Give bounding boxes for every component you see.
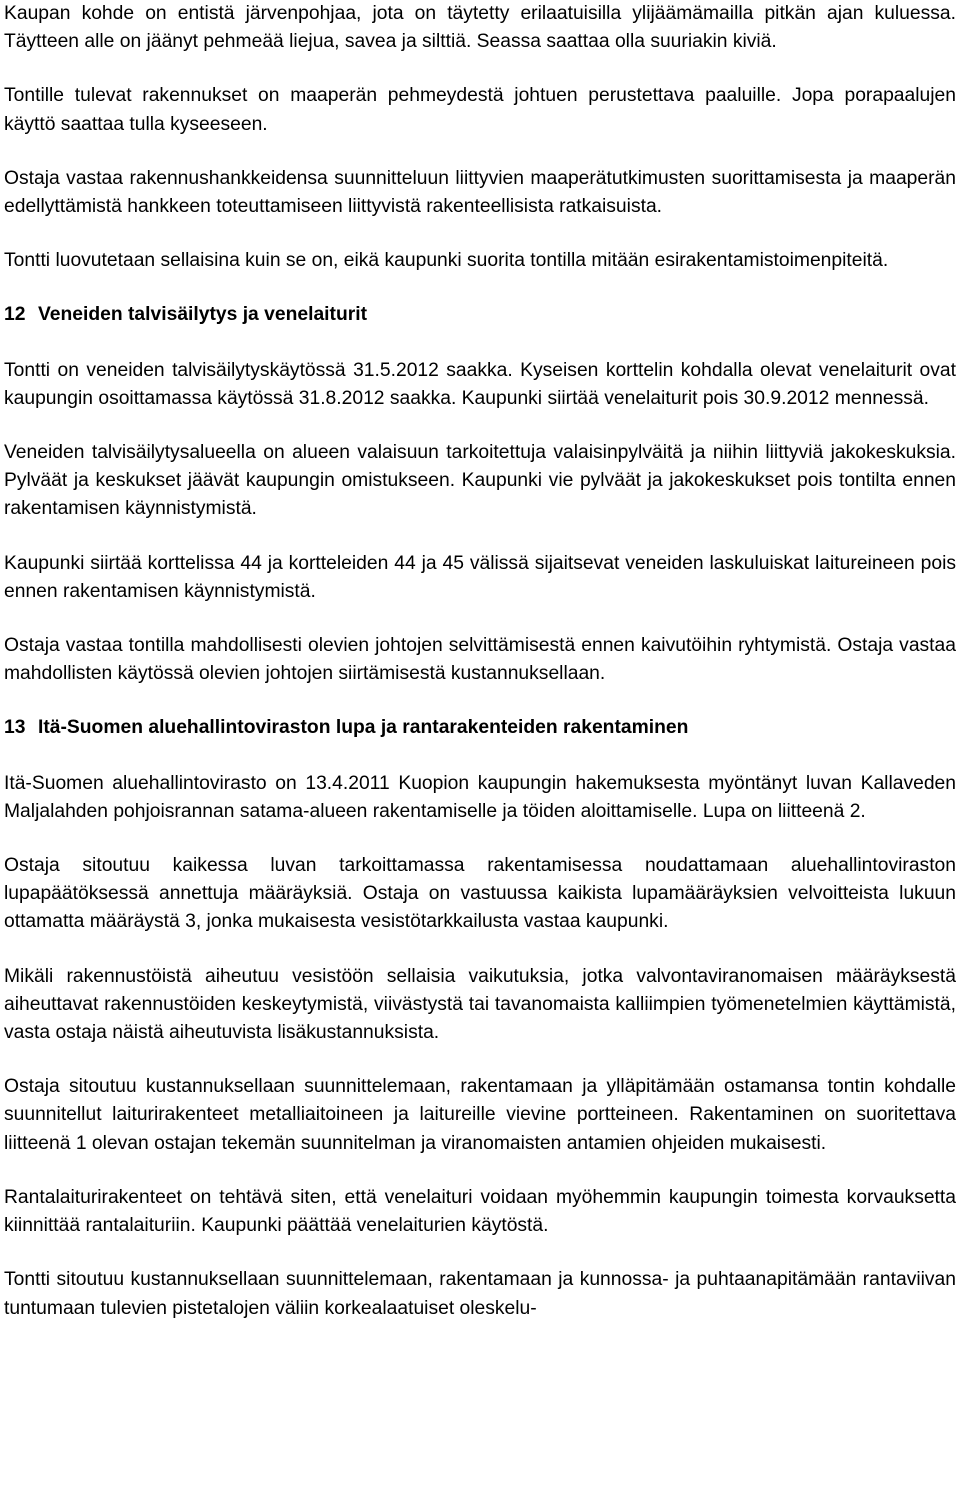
paragraph-pier-construction: Ostaja sitoutuu kustannuksellaan suunnittelemaan, rakentamaan ja ylläpitämään ostamansa tontin kohdalle suunnitellut laiturirakenteet metalliaitoineen ja laitureille vievine portteineen. Rakentaminen on suoritettava liitteenä 1 olevan ostajan tekemän suunnitelman ja viranomaisten antamien ohjeiden mukaisesti. xyxy=(4,1076,956,1154)
section-number: 13 xyxy=(4,717,26,739)
section-heading-13 xyxy=(4,714,956,742)
section-heading-12 xyxy=(4,301,956,329)
paragraph-lighting-poles: Veneiden talvisäilytysalueella on alueen valaisuun tarkoitettuja valaisinpylväitä ja niihin liittyviä jakokeskuksia. Pylväät ja keskukset jäävät kaupungin omistukseen. Kaupunki vie pylväät ja jakokeskukset pois tontilta ennen rakentamisen käynnistymistä. xyxy=(4,442,956,520)
section-number: 12 xyxy=(4,304,26,326)
paragraph-winter-storage: Tontti on veneiden talvisäilytyskäytössä 31.5.2012 saakka. Kyseisen korttelin kohdalla olevat venelaiturit ovat kaupungin osoittamassa käytössä 31.8.2012 saakka. Kaupunki siirtää venelaiturit pois 30.9.2012 mennessä. xyxy=(4,359,956,409)
paragraph-lakebed-fill: Kaupan kohde on entistä järvenpohjaa, jota on täytetty erilaatuisilla ylijäämämailla pitkän ajan kuluessa. Täytteen alle on jäänyt pehmeää liejua, savea ja silttiä. Seassa saattaa olla suuriakin kiviä. xyxy=(4,3,956,53)
paragraph-pile-foundations: Tontille tulevat rakennukset on maaperän pehmeydestä johtuen perustettava paaluille. Jopa porapaalujen käyttö saattaa tulla kyseeseen. xyxy=(4,85,956,135)
paragraph-boat-ramps: Kaupunki siirtää korttelissa 44 ja kortteleiden 44 ja 45 välissä sijaitsevat veneiden laskuluiskat laitureineen pois ennen rakentamisen käynnistymistä. xyxy=(4,552,956,602)
paragraph-permit-obligations: Ostaja sitoutuu kaikessa luvan tarkoittamassa rakentamisessa noudattamaan aluehallintoviraston lupapäätöksessä annettuja määräyksiä. Ostaja on vastuussa kaikista lupamääräyksien velvoitteista lukuun ottamatta määräystä 3, jonka mukaisesta vesistötarkkailusta vastaa kaupunki. xyxy=(4,855,956,933)
section-title: Veneiden talvisäilytys ja venelaiturit xyxy=(38,304,368,326)
paragraph-permit-granted: Itä-Suomen aluehallintovirasto on 13.4.2011 Kuopion kaupungin hakemuksesta myöntänyt luvan Kallaveden Maljalahden pohjoisrannan satama-alueen rakentamiselle ja töiden aloittamiselle. Lupa on liitteenä 2. xyxy=(4,772,956,822)
paragraph-plot-as-is: Tontti luovutetaan sellaisina kuin se on, eikä kaupunki suorita tontilla mitään esirakentamistoimenpiteitä. xyxy=(4,250,889,272)
document-page xyxy=(4,0,956,1323)
paragraph-shoreline-upkeep: Tontti sitoutuu kustannuksellaan suunnittelemaan, rakentamaan ja kunnossa- ja puhtaanapitämään rantaviivan tuntumaan tulevien pistetalojen väliin korkealaatuiset oleskelu- xyxy=(4,1269,956,1319)
section-title: Itä-Suomen aluehallintoviraston lupa ja rantarakenteiden rakentaminen xyxy=(38,717,689,739)
paragraph-shore-piers: Rantalaiturirakenteet on tehtävä siten, että venelaituri voidaan myöhemmin kaupungin toimesta korvauksetta kiinnittää rantalaituriin. Kaupunki päättää venelaiturien käytöstä. xyxy=(4,1186,956,1237)
paragraph-water-impacts: Mikäli rakennustöistä aiheutuu vesistöön sellaisia vaikutuksia, jotka valvontaviranomaisen määräyksestä aiheuttavat rakennustöiden keskeytymistä, viivästystä tai tavanomaista kalliimpien työmenetelmien käyttämistä, vasta ostaja näistä aiheutuvista lisäkustannuksista. xyxy=(4,965,956,1044)
paragraph-soil-investigations: Ostaja vastaa rakennushankkeidensa suunnitteluun liittyvien maaperätutkimusten suorittamisesta ja maaperän edellyttämistä hankkeen toteuttamiseen liittyvistä rakenteellisista ratkaisuista. xyxy=(4,167,956,218)
paragraph-cables: Ostaja vastaa tontilla mahdollisesti olevien johtojen selvittämisestä ennen kaivutöihin ryhtymistä. Ostaja vastaa mahdollisten käytössä olevien johtojen siirtämisestä kustannuksellaan. xyxy=(4,635,956,685)
